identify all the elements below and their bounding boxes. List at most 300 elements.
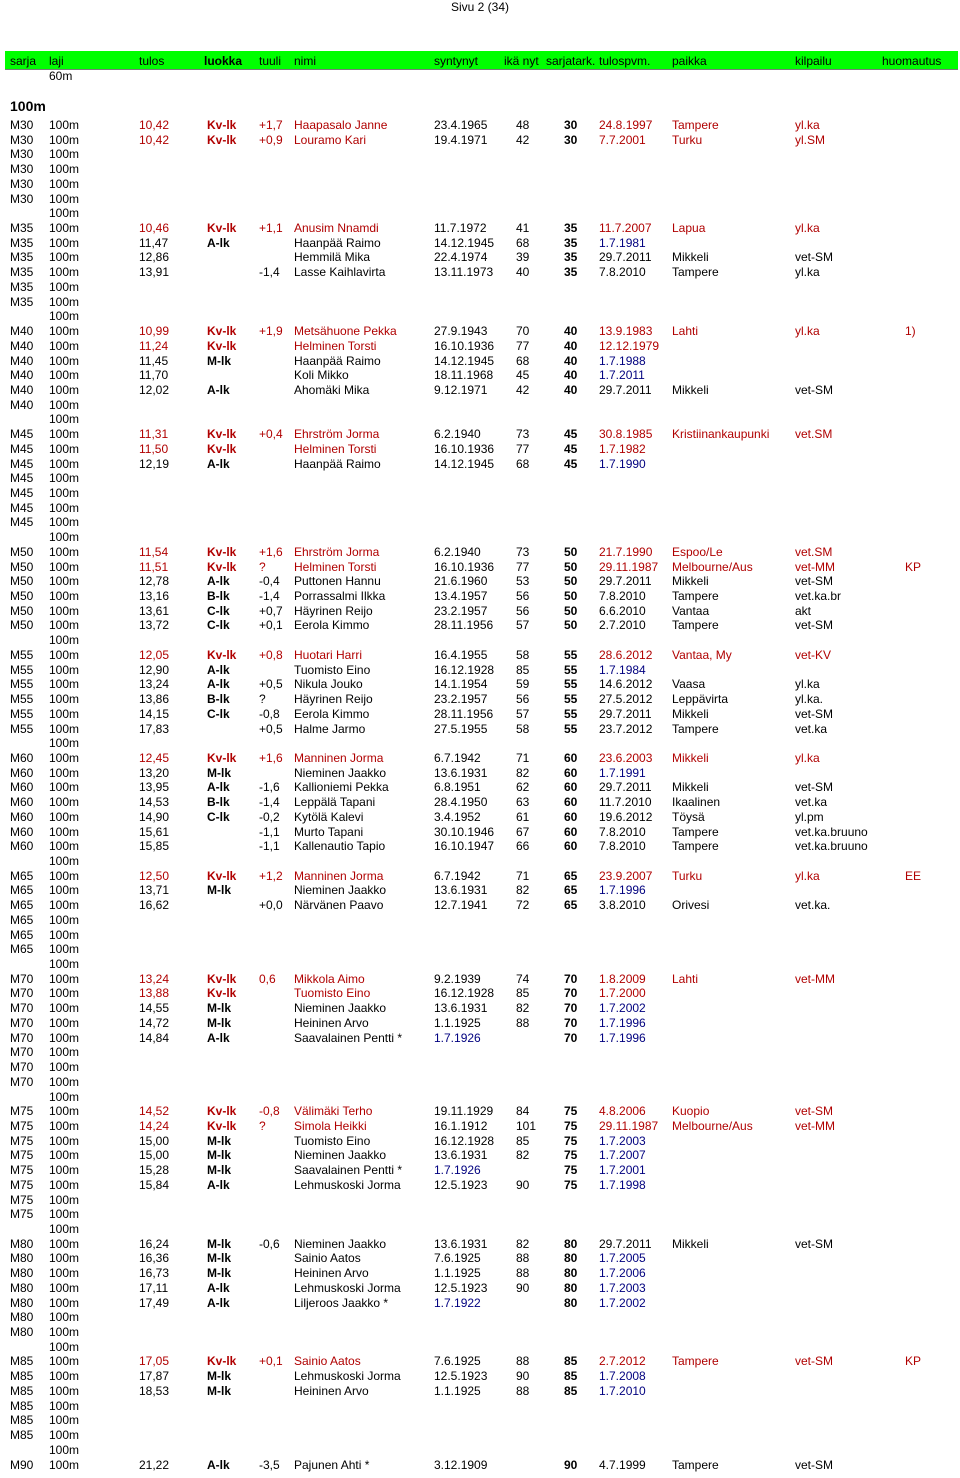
cell-laji: 100m: [49, 663, 80, 677]
cell-nimi: Leppälä Tapani: [294, 795, 376, 809]
cell-laji: 100m: [49, 1237, 80, 1251]
cell-tulos: 14,84: [139, 1031, 170, 1045]
cell-sarjatark: 85: [564, 1354, 578, 1368]
cell-tulos: 12,86: [139, 250, 170, 264]
cell-sarjatark: 65: [564, 883, 578, 897]
cell-sarja: M60: [10, 839, 34, 853]
cell-tulos: 15,84: [139, 1178, 170, 1192]
cell-tulospvm: 4.8.2006: [599, 1104, 646, 1118]
cell-tuuli: -0,6: [259, 1237, 280, 1251]
cell-tulos: 11,54: [139, 545, 169, 559]
cell-nimi: Simola Heikki: [294, 1119, 367, 1133]
cell-laji: 100m: [49, 133, 80, 147]
cell-luokka: M-lk: [207, 1016, 231, 1030]
cell-tulos: 14,90: [139, 810, 170, 824]
cell-syntynyt: 13.6.1931: [434, 1237, 488, 1251]
cell-nimi: Heininen Arvo: [294, 1016, 369, 1030]
cell-sarjatark: 70: [564, 986, 578, 1000]
cell-paikka: Lahti: [672, 324, 699, 338]
cell-laji: 100m: [49, 162, 80, 176]
cell-luokka: A-lk: [207, 236, 230, 250]
cell-laji: 100m: [49, 1163, 80, 1177]
cell-syntynyt: 18.11.1968: [434, 368, 494, 382]
cell-sarjatark: 35: [564, 236, 578, 250]
cell-luokka: M-lk: [207, 1001, 231, 1015]
cell-syntynyt: 14.1.1954: [434, 677, 488, 691]
cell-tulos: 17,05: [139, 1354, 170, 1368]
cell-ika-nyt: 40: [516, 265, 530, 279]
cell-sarjatark: 40: [564, 354, 578, 368]
cell-laji: 100m: [49, 1119, 80, 1133]
cell-syntynyt: 12.5.1923: [434, 1369, 488, 1383]
cell-kilpailu: yl.pm: [795, 810, 824, 824]
cell-sarja: M60: [10, 810, 34, 824]
cell-paikka: Orivesi: [672, 898, 710, 912]
cell-tulospvm: 29.7.2011: [599, 250, 652, 264]
header-tulospvm: tulospvm.: [599, 54, 651, 68]
cell-nimi: Sainio Aatos: [294, 1251, 361, 1265]
cell-sarjatark: 50: [564, 560, 578, 574]
cell-tuuli: -1,1: [259, 825, 280, 839]
cell-laji: 100m: [49, 1222, 80, 1236]
cell-ika-nyt: 77: [516, 560, 530, 574]
cell-laji: 100m: [49, 515, 80, 529]
cell-nimi: Manninen Jorma: [294, 751, 384, 765]
cell-kilpailu: vet.SM: [795, 427, 833, 441]
cell-sarja: M65: [10, 942, 34, 956]
cell-tulos: 18,53: [139, 1384, 170, 1398]
cell-sarja: M40: [10, 398, 34, 412]
cell-laji: 100m: [49, 457, 80, 471]
cell-tuuli: -1,4: [259, 265, 280, 279]
cell-nimi: Närvänen Paavo: [294, 898, 384, 912]
cell-laji: 100m: [49, 221, 80, 235]
cell-laji: 100m: [49, 1090, 80, 1104]
cell-syntynyt: 13.11.1973: [434, 265, 494, 279]
cell-tuuli: -0,4: [259, 574, 280, 588]
cell-syntynyt: 9.2.1939: [434, 972, 481, 986]
cell-laji: 100m: [49, 368, 80, 382]
cell-luokka: M-lk: [207, 1134, 231, 1148]
cell-syntynyt: 7.6.1925: [434, 1251, 481, 1265]
cell-luokka: C-lk: [207, 604, 230, 618]
cell-laji: 100m: [49, 1060, 80, 1074]
cell-tulospvm: 21.7.1990: [599, 545, 653, 559]
cell-tulospvm: 1.7.1981: [599, 236, 646, 250]
cell-syntynyt: 23.4.1965: [434, 118, 488, 132]
cell-ika-nyt: 101: [516, 1119, 537, 1133]
cell-laji: 100m: [49, 957, 80, 971]
cell-sarja: M85: [10, 1413, 34, 1427]
cell-tulos: 15,00: [139, 1148, 170, 1162]
cell-tulos: 11,24: [139, 339, 169, 353]
cell-nimi: Lehmuskoski Jorma: [294, 1281, 401, 1295]
cell-tulos: 11,50: [139, 442, 169, 456]
cell-ika-nyt: 84: [516, 1104, 530, 1118]
cell-nimi: Sainio Aatos: [294, 1354, 361, 1368]
cell-luokka: A-lk: [207, 780, 230, 794]
cell-tulospvm: 1.7.1990: [599, 457, 646, 471]
cell-sarjatark: 30: [564, 118, 578, 132]
cell-laji: 100m: [49, 810, 80, 824]
cell-tulospvm: 7.8.2010: [599, 839, 646, 853]
cell-ika-nyt: 73: [516, 545, 530, 559]
cell-sarja: M70: [10, 986, 34, 1000]
cell-nimi: Helminen Torsti: [294, 339, 377, 353]
cell-laji: 100m: [49, 722, 80, 736]
cell-luokka: Kv-lk: [207, 648, 237, 662]
cell-kilpailu: vet.ka.br: [795, 589, 842, 603]
cell-laji: 100m: [49, 633, 80, 647]
cell-sarja: M60: [10, 766, 34, 780]
cell-laji: 100m: [49, 942, 80, 956]
cell-ika-nyt: 90: [516, 1178, 530, 1192]
cell-tulospvm: 23.9.2007: [599, 869, 653, 883]
cell-sarja: M75: [10, 1193, 34, 1207]
cell-sarjatark: 80: [564, 1266, 578, 1280]
cell-tuuli: +0,1: [259, 1354, 283, 1368]
cell-tulospvm: 1.7.2007: [599, 1148, 646, 1162]
cell-paikka: Kuopio: [672, 1104, 710, 1118]
cell-ika-nyt: 66: [516, 839, 530, 853]
cell-laji: 100m: [49, 1428, 80, 1442]
cell-sarjatark: 90: [564, 1458, 578, 1472]
cell-syntynyt: 13.4.1957: [434, 589, 488, 603]
cell-tulospvm: 13.9.1983: [599, 324, 653, 338]
cell-nimi: Nieminen Jaakko: [294, 1148, 387, 1162]
cell-sarja: M85: [10, 1399, 34, 1413]
section-title: 100m: [10, 98, 46, 114]
cell-ika-nyt: 63: [516, 795, 530, 809]
cell-sarjatark: 45: [564, 442, 578, 456]
cell-sarja: M50: [10, 589, 34, 603]
cell-ika-nyt: 42: [516, 383, 530, 397]
cell-sarja: M80: [10, 1310, 34, 1324]
cell-kilpailu: yl.ka: [795, 324, 820, 338]
cell-syntynyt: 6.7.1942: [434, 869, 481, 883]
cell-sarja: M55: [10, 722, 34, 736]
cell-syntynyt: 16.10.1947: [434, 839, 495, 853]
cell-sarjatark: 40: [564, 383, 578, 397]
cell-tulospvm: 1.7.2003: [599, 1134, 646, 1148]
cell-nimi: Anusim Nnamdi: [294, 221, 379, 235]
cell-ika-nyt: 90: [516, 1281, 530, 1295]
cell-syntynyt: 16.12.1928: [434, 1134, 495, 1148]
cell-syntynyt: 1.1.1925: [434, 1016, 481, 1030]
cell-nimi: Kallenautio Tapio: [294, 839, 386, 853]
cell-tulos: 12,05: [139, 648, 170, 662]
cell-tulos: 14,52: [139, 1104, 170, 1118]
cell-ika-nyt: 88: [516, 1354, 530, 1368]
cell-sarjatark: 50: [564, 589, 578, 603]
cell-sarja: M50: [10, 574, 34, 588]
cell-ika-nyt: 88: [516, 1251, 530, 1265]
cell-luokka: C-lk: [207, 810, 230, 824]
cell-sarja: M45: [10, 471, 34, 485]
cell-laji: 100m: [49, 736, 80, 750]
cell-sarjatark: 50: [564, 618, 578, 632]
cell-sarjatark: 75: [564, 1163, 578, 1177]
cell-sarja: M60: [10, 825, 34, 839]
cell-luokka: C-lk: [207, 707, 230, 721]
cell-luokka: Kv-lk: [207, 1119, 237, 1133]
cell-ika-nyt: 77: [516, 442, 530, 456]
cell-laji: 100m: [49, 471, 80, 485]
cell-tulos: 17,11: [139, 1281, 169, 1295]
cell-luokka: Kv-lk: [207, 133, 237, 147]
cell-sarja: M35: [10, 236, 34, 250]
cell-tulospvm: 1.7.2000: [599, 986, 646, 1000]
cell-kilpailu: yl.ka: [795, 221, 820, 235]
cell-sarjatark: 70: [564, 1016, 578, 1030]
cell-luokka: M-lk: [207, 766, 231, 780]
cell-kilpailu: vet-SM: [795, 1104, 834, 1118]
cell-tulos: 10,46: [139, 221, 170, 235]
cell-kilpailu: vet.SM: [795, 545, 833, 559]
cell-paikka: Vaasa: [672, 677, 706, 691]
cell-sarja: M40: [10, 354, 34, 368]
cell-laji: 100m: [49, 1310, 80, 1324]
cell-syntynyt: 14.12.1945: [434, 457, 495, 471]
cell-tulos: 14,24: [139, 1119, 170, 1133]
cell-tulospvm: 29.11.1987: [599, 1119, 659, 1133]
cell-tulos: 12,90: [139, 663, 170, 677]
cell-tuuli: +1,9: [259, 324, 283, 338]
cell-nimi: Kytölä Kalevi: [294, 810, 364, 824]
cell-tuuli: +0,0: [259, 898, 283, 912]
cell-laji: 100m: [49, 1104, 80, 1118]
cell-sarjatark: 65: [564, 898, 578, 912]
cell-laji: 100m: [49, 1266, 80, 1280]
cell-luokka: M-lk: [207, 354, 231, 368]
cell-sarja: M30: [10, 133, 34, 147]
cell-tulos: 15,28: [139, 1163, 170, 1177]
cell-luokka: Kv-lk: [207, 751, 237, 765]
cell-luokka: M-lk: [207, 883, 231, 897]
header-huomautus: huomautus: [882, 54, 942, 68]
cell-laji: 100m: [49, 1207, 80, 1221]
page-number: Sivu 2 (34): [450, 0, 510, 14]
cell-sarjatark: 55: [564, 677, 578, 691]
cell-laji: 100m: [49, 898, 80, 912]
cell-tulos: 10,99: [139, 324, 170, 338]
cell-syntynyt: 14.12.1945: [434, 354, 495, 368]
cell-syntynyt: 16.12.1928: [434, 663, 495, 677]
cell-laji: 100m: [49, 1354, 80, 1368]
cell-ika-nyt: 39: [516, 250, 530, 264]
cell-ika-nyt: 45: [516, 368, 530, 382]
cell-syntynyt: 28.11.1956: [434, 618, 494, 632]
cell-laji: 100m: [49, 1325, 80, 1339]
cell-luokka: Kv-lk: [207, 869, 237, 883]
cell-sarja: M70: [10, 1001, 34, 1015]
cell-sarjatark: 70: [564, 972, 578, 986]
cell-tulos: 10,42: [139, 133, 170, 147]
cell-laji: 100m: [49, 766, 80, 780]
cell-syntynyt: 12.7.1941: [434, 898, 488, 912]
cell-laji: 100m: [49, 839, 80, 853]
cell-sarja: M65: [10, 883, 34, 897]
cell-sarja: M75: [10, 1148, 34, 1162]
cell-tulos: 12,19: [139, 457, 170, 471]
cell-nimi: Huotari Harri: [294, 648, 363, 662]
cell-luokka: M-lk: [207, 1384, 231, 1398]
cell-syntynyt: 16.10.1936: [434, 339, 495, 353]
cell-sarja: M35: [10, 295, 34, 309]
cell-ika-nyt: 85: [516, 663, 530, 677]
cell-laji: 100m: [49, 501, 80, 515]
cell-syntynyt: 27.9.1943: [434, 324, 488, 338]
cell-laji: 100m: [49, 1134, 80, 1148]
cell-tulos: 14,53: [139, 795, 170, 809]
cell-tuuli: ?: [259, 560, 266, 574]
cell-laji: 100m: [49, 1340, 80, 1354]
cell-nimi: Halme Jarmo: [294, 722, 366, 736]
cell-kilpailu: yl.ka: [795, 118, 820, 132]
cell-sarjatark: 35: [564, 265, 578, 279]
header-laji: laji: [49, 54, 64, 68]
cell-ika-nyt: 90: [516, 1369, 530, 1383]
cell-luokka: A-lk: [207, 1178, 230, 1192]
cell-huomautus: 1): [905, 324, 916, 338]
cell-tulospvm: 29.7.2011: [599, 1237, 652, 1251]
cell-luokka: M-lk: [207, 1237, 231, 1251]
cell-ika-nyt: 58: [516, 648, 530, 662]
cell-paikka: Mikkeli: [672, 250, 709, 264]
cell-sarjatark: 50: [564, 545, 578, 559]
cell-luokka: A-lk: [207, 677, 230, 691]
cell-tulos: 12,50: [139, 869, 170, 883]
cell-sarjatark: 45: [564, 457, 578, 471]
cell-kilpailu: yl.ka: [795, 751, 820, 765]
cell-kilpailu: vet-SM: [795, 574, 834, 588]
cell-laji: 100m: [49, 869, 80, 883]
header-ika-nyt: ikä nyt: [504, 54, 539, 68]
cell-nimi: Haanpää Raimo: [294, 457, 381, 471]
cell-laji: 100m: [49, 707, 80, 721]
cell-syntynyt: 9.12.1971: [434, 383, 488, 397]
cell-paikka: Turku: [672, 133, 703, 147]
cell-laji: 100m: [49, 913, 80, 927]
cell-syntynyt: 16.10.1936: [434, 560, 495, 574]
cell-tuuli: -1,4: [259, 795, 280, 809]
cell-laji: 100m: [49, 618, 80, 632]
cell-nimi: Lehmuskoski Jorma: [294, 1178, 401, 1192]
cell-sarja: M85: [10, 1369, 34, 1383]
cell-ika-nyt: 59: [516, 677, 530, 691]
cell-sarja: M65: [10, 913, 34, 927]
cell-luokka: Kv-lk: [207, 986, 237, 1000]
cell-laji: 100m: [49, 1016, 80, 1030]
cell-huomautus: EE: [905, 869, 922, 883]
cell-nimi: Nieminen Jaakko: [294, 766, 387, 780]
cell-syntynyt: 1.1.1925: [434, 1266, 481, 1280]
cell-tulospvm: 12.12.1979: [599, 339, 660, 353]
cell-ika-nyt: 67: [516, 825, 530, 839]
cell-kilpailu: vet-SM: [795, 707, 834, 721]
cell-kilpailu: vet-SM: [795, 780, 834, 794]
cell-laji: 100m: [49, 309, 80, 323]
cell-sarjatark: 80: [564, 1251, 578, 1265]
cell-tulospvm: 1.7.2001: [599, 1163, 646, 1177]
cell-paikka: Mikkeli: [672, 574, 709, 588]
cell-syntynyt: 11.7.1972: [434, 221, 487, 235]
cell-ika-nyt: 88: [516, 1016, 530, 1030]
cell-nimi: Tuomisto Eino: [294, 663, 371, 677]
cell-tulos: 17,49: [139, 1296, 170, 1310]
cell-tulos: 13,24: [139, 972, 170, 986]
cell-syntynyt: 13.6.1931: [434, 883, 488, 897]
cell-huomautus: KP: [905, 560, 922, 574]
cell-laji: 100m: [49, 1148, 80, 1162]
cell-sarja: M40: [10, 383, 34, 397]
cell-tulos: 14,15: [139, 707, 170, 721]
cell-tulos: 16,36: [139, 1251, 170, 1265]
cell-tulos: 16,73: [139, 1266, 170, 1280]
cell-nimi: Haanpää Raimo: [294, 354, 381, 368]
cell-tulos: 13,61: [139, 604, 170, 618]
cell-luokka: Kv-lk: [207, 427, 237, 441]
cell-syntynyt: 6.2.1940: [434, 427, 481, 441]
cell-tulos: 13,24: [139, 677, 170, 691]
cell-tuuli: ?: [259, 1119, 266, 1133]
cell-luokka: Kv-lk: [207, 118, 237, 132]
cell-tulospvm: 27.5.2012: [599, 692, 653, 706]
cell-kilpailu: vet-SM: [795, 618, 834, 632]
cell-laji: 100m: [49, 928, 80, 942]
cell-ika-nyt: 61: [516, 810, 530, 824]
cell-tulos: 12,78: [139, 574, 170, 588]
cell-tuuli: +0,1: [259, 618, 283, 632]
cell-paikka: Mikkeli: [672, 707, 709, 721]
cell-laji: 100m: [49, 1251, 80, 1265]
cell-ika-nyt: 57: [516, 707, 530, 721]
cell-tulos: 13,71: [139, 883, 170, 897]
cell-luokka: B-lk: [207, 692, 230, 706]
cell-tulos: 14,55: [139, 1001, 170, 1015]
cell-sarja: M70: [10, 1016, 34, 1030]
cell-tuuli: +0,4: [259, 427, 283, 441]
cell-sarjatark: 50: [564, 574, 578, 588]
cell-laji: 100m: [49, 250, 80, 264]
cell-nimi: Eerola Kimmo: [294, 707, 370, 721]
cell-laji: 100m: [49, 206, 80, 220]
cell-tulospvm: 30.8.1985: [599, 427, 653, 441]
cell-syntynyt: 21.6.1960: [434, 574, 488, 588]
cell-laji: 100m: [49, 1031, 80, 1045]
cell-sarja: M45: [10, 486, 34, 500]
cell-luokka: Kv-lk: [207, 221, 237, 235]
cell-sarja: M65: [10, 898, 34, 912]
cell-tulos: 13,91: [139, 265, 170, 279]
cell-nimi: Metsähuone Pekka: [294, 324, 397, 338]
cell-laji: 100m: [49, 854, 80, 868]
cell-sarjatark: 55: [564, 707, 578, 721]
cell-sarja: M55: [10, 707, 34, 721]
cell-sarja: M80: [10, 1251, 34, 1265]
cell-syntynyt: 19.4.1971: [434, 133, 488, 147]
cell-syntynyt: 27.5.1955: [434, 722, 488, 736]
cell-laji: 100m: [49, 825, 80, 839]
cell-sarja: M75: [10, 1207, 34, 1221]
cell-laji: 100m: [49, 574, 80, 588]
cell-syntynyt: 13.6.1931: [434, 1148, 488, 1162]
cell-sarjatark: 35: [564, 221, 578, 235]
cell-nimi: Tuomisto Eino: [294, 1134, 371, 1148]
cell-nimi: Puttonen Hannu: [294, 574, 381, 588]
cell-sarja: M35: [10, 250, 34, 264]
cell-paikka: Mikkeli: [672, 1237, 709, 1251]
